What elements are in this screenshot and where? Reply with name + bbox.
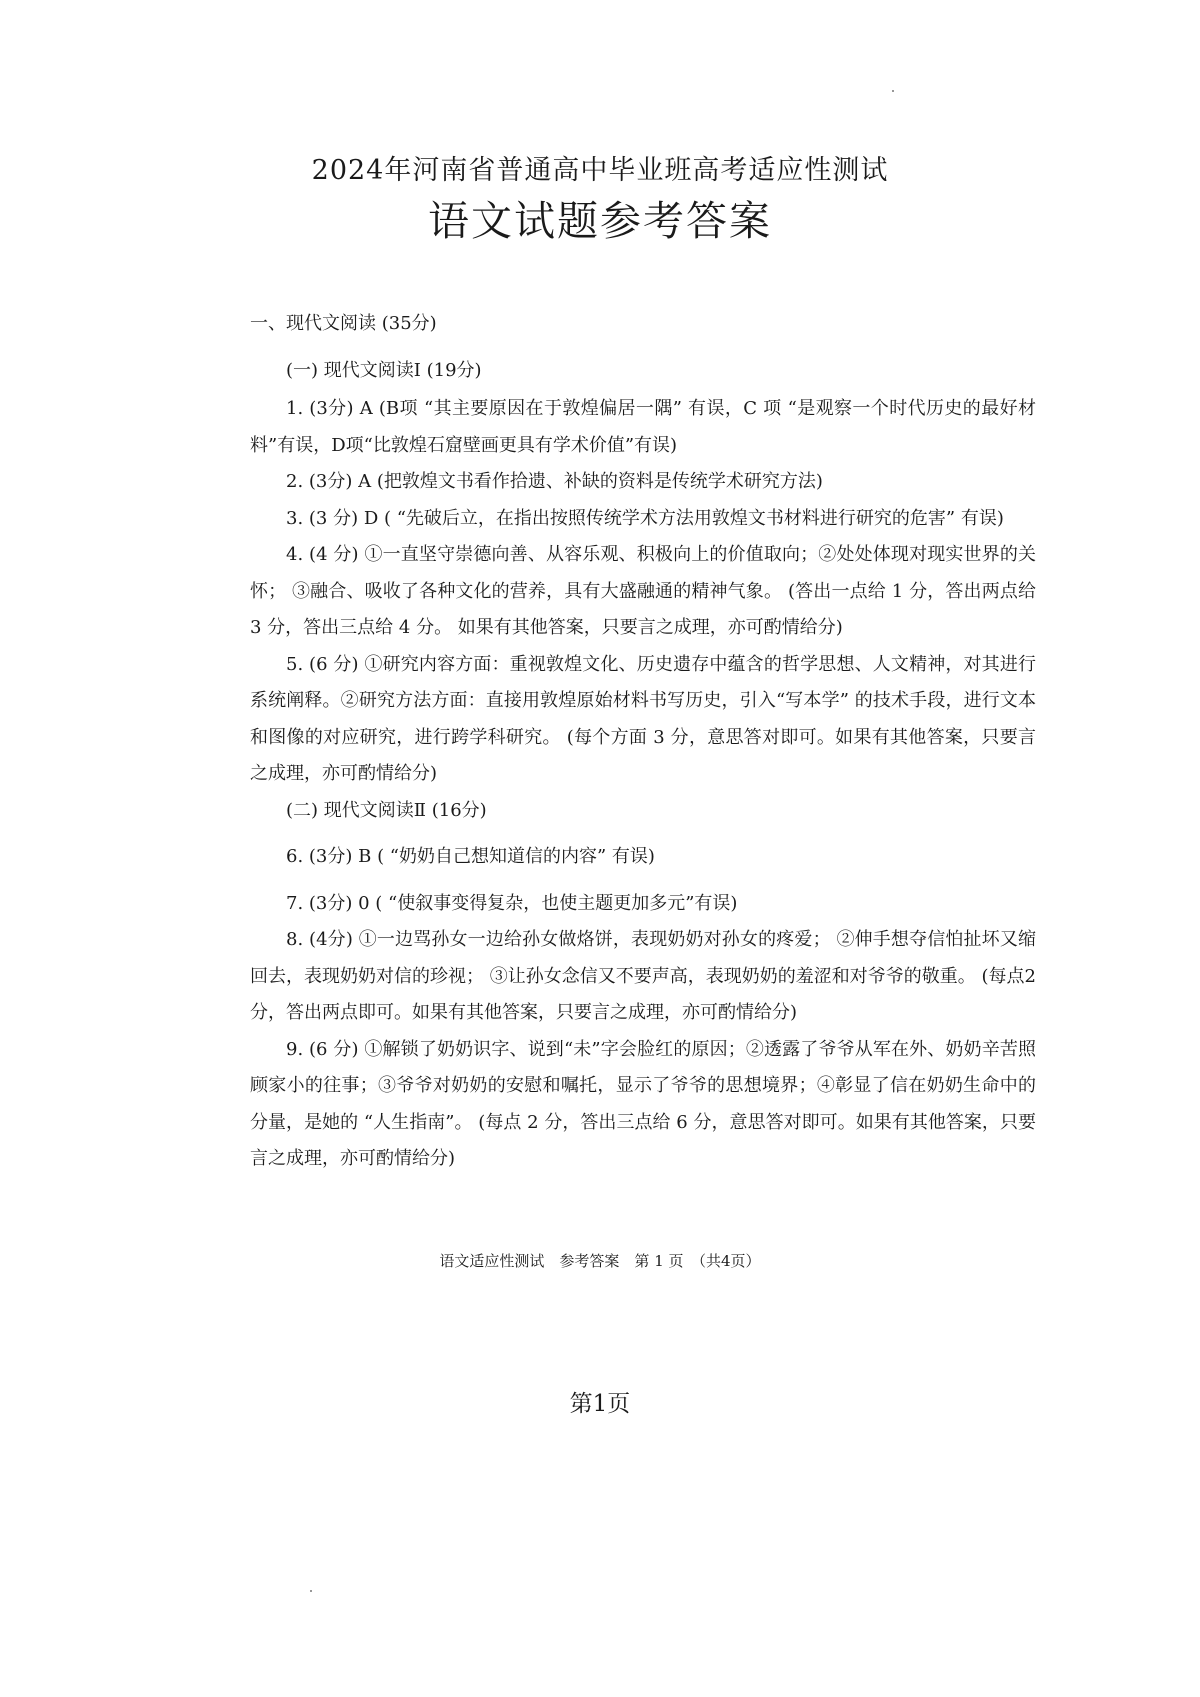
- answer-4: 4. (4 分) ①一直坚守崇德向善、从容乐观、积极向上的价值取向；②处处体现对现实世界的关怀； ③融合、吸收了各种文化的营养，具有大盛融通的精神气象。 (答出一点给 1 分，答出两点给 3 分，答出三点给 4 分。 如果有其他答案，只要言之成理，亦可酌情给分): [250, 544, 1036, 638]
- answer-1: 1. (3分) A (B项 “其主要原因在于敦煌偏居一隅” 有误，C 项 “是观察一个时代历史的最好材料”有误，D项“比敦煌石窟壁画更具有学术价值”有误): [250, 398, 1036, 456]
- scan-speck: [892, 90, 894, 92]
- exam-title: 2024年河南省普通高中毕业班高考适应性测试: [311, 155, 889, 186]
- scan-speck: [310, 1590, 312, 1592]
- section-heading: 一、现代文阅读 (35分): [250, 313, 437, 334]
- page-footer: 语文适应性测试 参考答案 第 1 页 （共4页）: [439, 1252, 761, 1270]
- answer-9: 9. (6 分) ①解锁了奶奶识字、说到“未”字会脸红的原因；②透露了爷爷从军在外、奶奶辛苦照顾家小的往事；③爷爷对奶奶的安慰和嘱托，显示了爷爷的思想境界；④彰显了信在奶奶生命中的分量，是她的 “人生指南”。 (每点 2 分，答出三点给 6 分，意思答对即可。如果有其他答案，只要言之成理，亦可酌情给分): [250, 1038, 1036, 1169]
- subsection-heading-1: (一) 现代文阅读Ⅰ (19分): [286, 359, 482, 381]
- answer-2: 2. (3分) A (把敦煌文书看作拾遗、补缺的资料是传统学术研究方法): [286, 471, 823, 492]
- answer-content: [250, 306, 1036, 1178]
- answer-3: 3. (3 分) D ( “先破后立，在指出按照传统学术方法用敦煌文书材料进行研究的危害” 有误): [286, 507, 1004, 529]
- subsection-heading-2: (二) 现代文阅读Ⅱ (16分): [286, 799, 487, 821]
- answer-key-title: 语文试题参考答案: [428, 197, 772, 245]
- answer-7: 7. (3分) 0 ( “使叙事变得复杂，也使主题更加多元”有误): [286, 892, 738, 914]
- page-number: 第1页: [569, 1391, 631, 1417]
- answer-6: 6. (3分) B ( “奶奶自己想知道信的内容” 有误): [286, 846, 655, 867]
- answer-8: 8. (4分) ①一边骂孙女一边给孙女做烙饼，表现奶奶对孙女的疼爱； ②伸手想夺信怕扯坏又缩回去，表现奶奶对信的珍视； ③让孙女念信又不要声高，表现奶奶的羞涩和对爷爷的敬重。 (每点2分，答出两点即可。如果有其他答案，只要言之成理，亦可酌情给分): [250, 929, 1036, 1023]
- answer-5: 5. (6 分) ①研究内容方面：重视敦煌文化、历史遗存中蕴含的哲学思想、人文精神，对其进行系统阐释。②研究方法方面：直接用敦煌原始材料书写历史，引入“写本学” 的技术手段，进行文本和图像的对应研究，进行跨学科研究。 (每个方面 3 分，意思答对即可。如果有其他答案，只要言之成理，亦可酌情给分): [250, 653, 1036, 784]
